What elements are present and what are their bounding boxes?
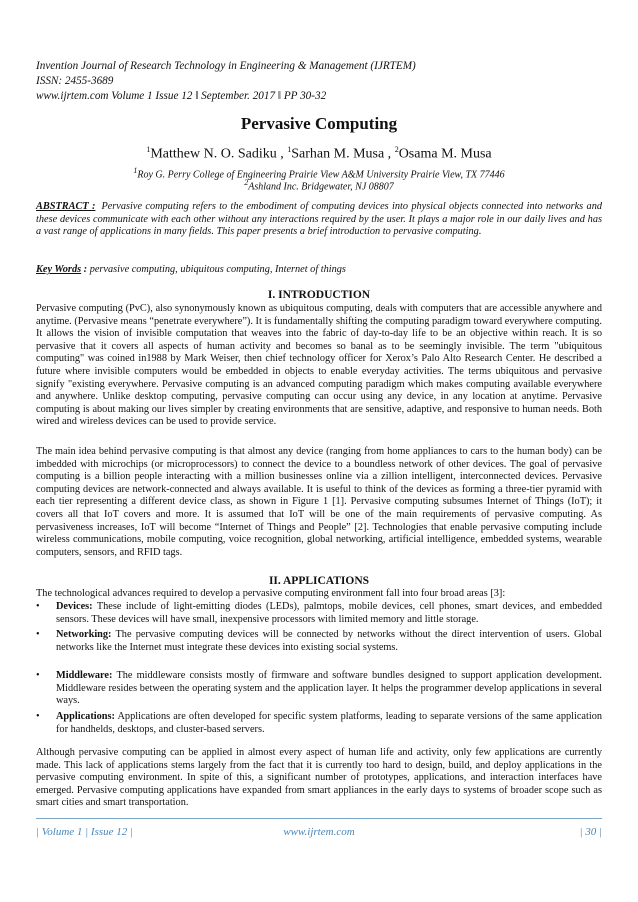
intro-paragraph-1: Pervasive computing (PvC), also synonymously known as ubiquitous computing, deals with computers that are accessible anywhere and anytime. (Pervasive means “penetrate everywhere”). It is fundamentally shifting the computing paradigm toward everywhere computing. It allows the vision of invisible computation that weaves into the fabric of day-to-day life to be an objective within reach. It is so pervasive that it covers all aspects of human activity and becomes so banal as to be seemingly invisible. The term "ubiquitous computing" was coined in1988 by Mark Weiser, then chief technology officer for Xerox’s Palo Alto Research Center. He described a future where invisible computers would be embedded in objects to enable everyday activities. The terms ubiquitous and pervasive signify "existing everywhere. Pervasive computing is an advanced computing paradigm which makes computing available everywhere and anywhere. Unlike desktop computing, pervasive computing can occur using any device, in any location at anytime. Pervasive computing is about making our lives simpler by creating environments that are sensitive, adaptive, and responsive to human needs. Both wired and wireless devices can be used to provide service.: [36, 303, 602, 428]
section-heading-introduction: I. INTRODUCTION: [267, 289, 371, 301]
abstract-label: ABSTRACT :: [36, 201, 96, 212]
bullet-text: Applications are often developed for specific system platforms, leading to separate versions of the same application for handhelds, desktops, and cluster-based servers.: [56, 711, 602, 735]
bullet-item-networking: [36, 629, 602, 654]
journal-name: Invention Journal of Research Technology in Engineering & Management (IJRTEM): [36, 60, 416, 72]
affiliation-text: Ashland Inc. Bridgewater, NJ 08807: [248, 181, 394, 193]
keywords-label: Key Words: [36, 264, 82, 275]
author-name: Osama M. Musa: [398, 146, 492, 162]
bullet-text: The pervasive computing devices will be connected by networks without the direct intervention of users. Global networks like the Internet must integrate these devices into existing social systems.: [56, 629, 602, 653]
keywords-separator: :: [81, 264, 90, 275]
bullet-term: Networking:: [56, 629, 112, 640]
issn: ISSN: 2455-3689: [36, 75, 114, 87]
journal-header: [36, 59, 416, 104]
author-list: [0, 145, 638, 163]
author-name: Sarhan M. Musa ,: [291, 146, 395, 162]
abstract: [36, 201, 602, 239]
intro-paragraph-2: The main idea behind pervasive computing is that almost any device (ranging from home appliances to cars to the human body) can be imbedded with microchips (or microprocessors) to connect the device to a boundless network of other devices. The goal of pervasive computing is a billion people interacting with a million businesses online via a zillion intelligent, interconnected devices. Pervasive computing devices are network-connected and always available. It is useful to think of the devices as forming a three-tier pyramid with each tier representing a different device class, as shown in Figure 1 [1]. Pervasive computing subsumes Internet of Things (IoT); it covers all that IoT covers and more. It is assumed that IoT will be one of the main requirements of pervasive computing. As pervasiveness increases, IoT will become “Internet of Things and People” [2]. Technologies that enable pervasive computing include wireless communications, mobile computing, voice recognition, global networking, artificial intelligence, embedded systems, wearable computers, sensors, and RFID tags.: [36, 446, 602, 558]
footer-website-link[interactable]: www.ijrtem.com: [283, 826, 355, 838]
bullet-icon: •: [36, 629, 40, 640]
bullet-item-applications: [36, 711, 602, 736]
section-heading-applications: II. APPLICATIONS: [268, 575, 370, 587]
bullet-item-middleware: [36, 670, 602, 708]
bullet-term: Devices:: [56, 601, 93, 612]
author-sup: 1: [287, 145, 292, 154]
footer-page-number: | 30 |: [579, 826, 602, 838]
bullet-item-devices: [36, 601, 602, 626]
paper-title: Pervasive Computing: [240, 114, 398, 133]
bullet-term: Applications:: [56, 711, 115, 722]
affiliation-sup: 2: [244, 178, 249, 187]
bullet-icon: •: [36, 670, 40, 681]
bullet-icon: •: [36, 601, 40, 612]
bullet-text: The middleware consists mostly of firmware and software bundles designed to support application development. Middleware resides between the operating system and the application layer. It helps the programmer develop applications in several ways.: [56, 670, 602, 707]
volume-line: www.ijrtem.com Volume 1 Issue 12 ǁ September. 2017 ǁ PP 30-32: [36, 90, 327, 102]
affiliation: [0, 178, 638, 192]
affiliation-text: Roy G. Perry College of Engineering Prairie View A&M University Prairie View, TX 77446: [137, 169, 505, 181]
bullet-icon: •: [36, 711, 40, 722]
abstract-text: Pervasive computing refers to the embodiment of computing devices into physical objects connected into networks and these devices communicate with each other without any interactions required by the user. It plays a major role in our daily lives and has a vast range of applications in many fields. This paper presents a brief introduction to pervasive computing.: [36, 201, 602, 238]
applications-paragraph-2: Although pervasive computing can be applied in almost every aspect of human life and activity, only few applications are currently made. This lack of applications stems largely from the fact that it is currently too hard to design, build, and deploy applications in the pervasive computing environment. In spite of this, a significant number of prototypes, applications, and interaction interfaces have emerged. Pervasive computing applications have expanded from smart appliances in the early days to systems of broader scope such as smart cities and smart transportation.: [36, 747, 602, 809]
keywords: [36, 264, 602, 275]
affiliation-sup: 1: [133, 166, 138, 175]
applications-intro: The technological advances required to develop a pervasive computing environment fall into four broad areas [3]:: [36, 588, 506, 599]
keywords-text: pervasive computing, ubiquitous computing, Internet of things: [89, 264, 346, 275]
footer-rule: [36, 818, 602, 819]
bullet-text: These include of light-emitting diodes (LEDs), palmtops, mobile devices, cell phones, smart devices, and embedded sensors. These devices will have small, inexpensive processors with limited memory and little storage.: [56, 601, 602, 625]
bullet-term: Middleware:: [56, 670, 113, 681]
author-sup: 1: [146, 145, 151, 154]
author-name: Matthew N. O. Sadiku ,: [150, 146, 288, 162]
footer-volume: | Volume 1 | Issue 12 |: [36, 826, 134, 838]
author-sup: 2: [394, 145, 399, 154]
